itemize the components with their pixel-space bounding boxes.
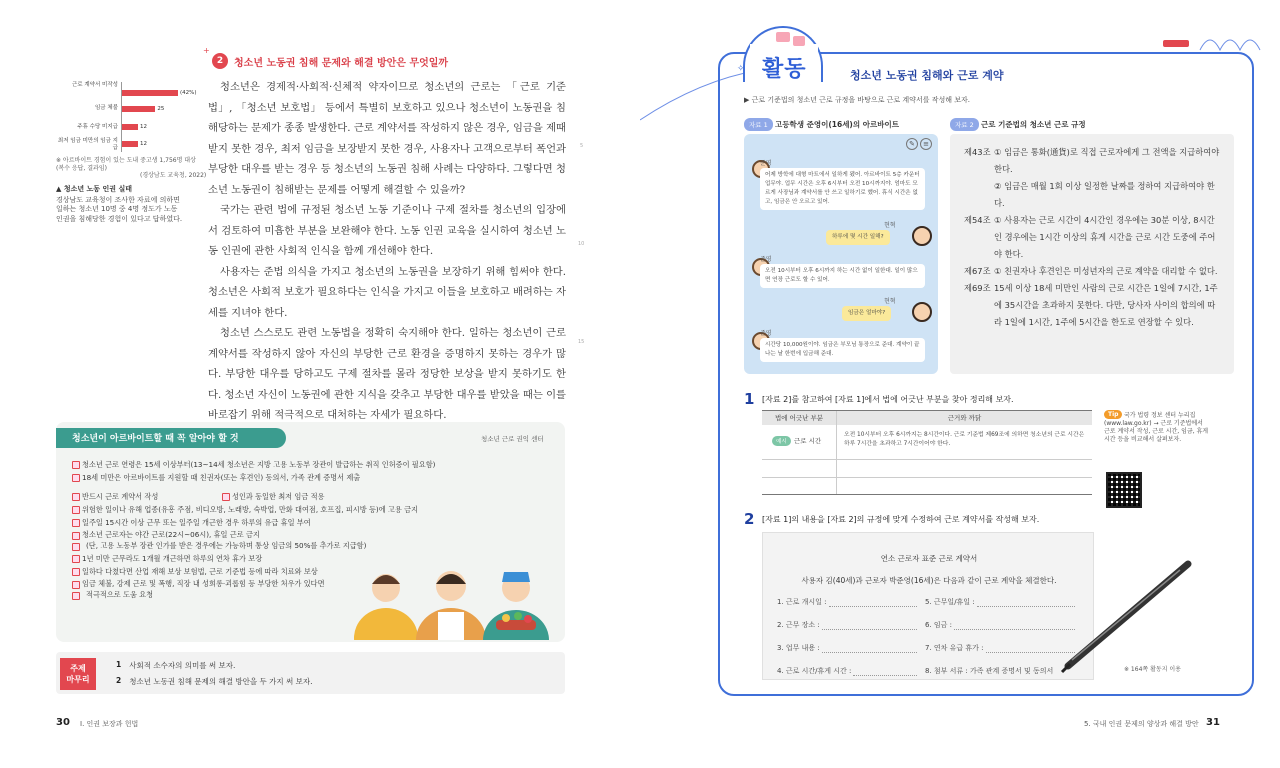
wrap-up-number: 1 [116,660,122,669]
contract-right-column [925,597,1075,676]
example-tag: 예시 [772,436,791,446]
sticker-icon [776,32,790,42]
bar-mark [122,90,178,96]
list-item: 일하다 다쳤다면 산업 재해 보상 보험법, 근로 기준법 등에 따라 치료와 보상 [72,565,552,578]
list-item: 임금 체불, 강제 근로 및 폭행, 직장 내 성희롱·괴롭힘 등 부당한 처우가 있다면 [72,578,332,589]
table-row-line [762,459,1092,460]
law-item [964,280,1222,331]
list-item: 일주일 15시간 이상 근무 또는 일주일 개근한 경우 하루의 유급 휴일 부여 [72,516,552,529]
list-item: 18세 미만은 아르바이트를 지원할 때 친권자(또는 후견인) 동의서, 가족 관계 증명서 제출 [72,471,552,484]
law-item [964,178,1222,212]
source-title: 고등학생 준영이(16세)의 아르바이트 [775,120,899,129]
list-item: 청소년 근로자는 야간 근로(22시~06시), 휴일 근로 금지 [72,529,552,540]
source-tag: 자료 1 [744,118,773,131]
list-item-note: (단, 고용 노동부 장관 인가를 받은 경우에는 가능하며 통상 임금의 50%를 추가로 지급함) [72,540,552,552]
wrap-up-item [116,660,235,671]
activity-title: 청소년 노동권 침해와 근로 계약 [850,69,1004,82]
chart-source: (경상남도 교육청, 2022) [140,172,207,179]
paragraph: 청소년 스스로도 관련 노동법을 정확히 숙지해야 한다. 일하는 청소년이 근로 계약서를 작성하지 않아 자신의 부당한 근로 환경을 증명하지 못하는 경우가 많다. 부당한 대우를 당하고도 구제 절차를 몰라 정당한 보상을 받지 못하기도 한다. 청소년 자신이 노동권에 관한 지식을 갖추고 부당한 대우를 받았을 때는 이를 바로잡기 위해 적극적으로 대처하는 자세가 필요하다. [208,327,566,421]
contract-field-label: 4. 근로 시간/휴게 시간 : [777,667,852,675]
law-text: ① 친권자나 후견인은 미성년자의 근로 계약을 대리할 수 없다. [994,266,1218,276]
wrap-up-label: 주제 마무리 [60,658,96,690]
page-footer: I. 인권 보장과 헌법 [80,720,139,728]
chat-bubble: 임금은 얼마야? [842,306,891,321]
table-header: 법에 어긋난 부분 [762,411,836,425]
answer-table [762,410,1092,494]
law-text: 15세 이상 18세 미만인 사람의 근로 시간은 1일에 7시간, 1주에 35시간을 초과하지 못한다. 다만, 당사자 사이의 합의에 따라 1일에 1시간, 1주에 5시간을 한도로 연장할 수 있다. [994,283,1218,327]
bar-mark [122,124,138,130]
law-item [964,263,1222,280]
bar-label: 주휴 수당 미지급 [77,124,118,130]
chat-panel [744,134,938,374]
contract-field-label: 6. 임금 : [925,621,953,629]
contract-left-column [777,597,917,676]
table-cell: 근로 시간 [794,437,822,445]
contract-field[interactable] [925,643,1075,653]
bar-value: 12 [140,124,147,130]
pen-icon [1058,556,1198,676]
contract-note: ※ 164쪽 활동지 이용 [1124,666,1181,673]
contract-paper [762,532,1094,680]
contract-field-label: 2. 근무 장소 : [777,621,820,629]
info-box-title: 청소년이 아르바이트할 때 꼭 알아야 할 것 [72,434,239,444]
contract-title: 연소 근로자 표준 근로 계약서 [880,554,978,563]
law-item [964,212,1222,263]
paragraph: 국가는 관련 법에 규정된 청소년 노동 기준이나 구제 절차를 청소년의 입장에서 검토하여 미흡한 부분을 보완해야 한다. 노동 인권 교육을 실시하여 청소년 노동 인권에 관한 사회적 인식을 함께 개선해야 한다. [208,204,566,257]
contract-field[interactable] [777,620,917,630]
menu-icon: ≡ [920,138,932,150]
contract-field[interactable] [777,597,917,607]
activity-label: 활동 [762,57,807,82]
question-text: [자료 1]의 내용을 [자료 2]의 규정에 맞게 수정하여 근로 계약서를 작성해 보자. [762,515,1040,524]
contract-field[interactable] [925,597,1075,607]
contract-field-label: 5. 근무일/휴일 : [925,598,975,606]
tip-text: 국가 법령 정보 센터 누리집(www.law.go.kr) → 근로 기준법에서 근로 계약서 작성, 근로 시간, 임금, 휴게 시간 등을 비교해서 살펴보자. [1104,412,1209,444]
table-row-line [762,494,1092,495]
bar-mark [122,141,138,147]
list-item: 성인과 동일한 최저 임금 적용 [222,490,422,503]
info-box-source: 청소년 근로 권익 센터 [481,435,544,443]
page-number: 31 [1206,717,1220,728]
bar-label: 임금 체불 [94,105,118,111]
wrap-up-item [116,676,312,687]
contract-field-label: 3. 업무 내용 : [777,644,820,652]
chat-name: 준영 [760,160,772,167]
table-cell: 오전 10시부터 오후 6시까지는 8시간이다. 근로 기준법 제69조에 의하면 청소년의 근로 시간은 하루 7시간을 초과하고 7시간이어야 한다. [844,432,1085,447]
instruction: ▶ 근로 기준법의 청소년 근로 규정을 바탕으로 근로 계약서를 작성해 보자. [744,96,970,104]
chart-note: ※ 아르바이트 경험이 있는 도내 중고생 1,756명 대상(복수 응답, 결과임) [56,157,196,173]
contract-field-label: 1. 근로 개시일 : [777,598,827,606]
list-item: 위험한 일이나 유해 업종(유흥 주점, 비디오방, 노래방, 숙박업, 만화 대여점, 호프집, 피시방 등)에 고용 금지 [72,503,552,516]
chat-bubble: 하루에 몇 시간 일해? [826,230,890,245]
line-number: 10 [578,241,585,247]
question-number: 2 [744,510,755,528]
body-text [208,77,566,426]
pencil-icon [1163,40,1189,47]
law-number [964,178,994,212]
wrap-up-text: 사회적 소수자의 의미를 써 보자. [129,661,236,670]
workers-illustration [346,558,556,640]
paragraph: 청소년은 경제적·사회적·신체적 약자이므로 청소년의 근로는 「근로 기준법」, 「청소년 보호법」 등에서 특별히 보호하고 있으나 청소년이 노동권을 침해당하는 문제가 종종 발생한다. 근로 계약서를 작성하지 않은 경우, 임금을 제때 받지 못한 경우, 최저 임금을 보장받지 못한 경우, 사용자나 고객으로부터 폭언과 부당한 대우를 받는 경우 등 청소년의 노동권 침해 사례는 다양하다. 그렇다면 청소년 노동권이 침해받는 문제를 어떻게 해결할 수 있을까? [208,81,566,196]
chat-bubble: 시간당 10,000원이야. 임금은 부모님 통장으로 준대. 계약이 끝나는 날 한번에 입금해 준대. [760,338,925,362]
list-item: 1년 미만 근무라도 1개월 개근하면 하루의 연차 휴가 보장 [72,552,552,565]
chat-name: 현혁 [884,298,896,305]
chat-bubble: 어제 방학에 대형 마트에서 일하게 됐어. 아르바이트 5층 카운터 업무야. 업무 시간은 오후 6시부터 오전 10시까지야. 엄마도 모르게 사장님과 계약서를 안 쓰고 일하기로 했어. 휴식 시간은 없고, 임금은 안 오르고 있어. [760,168,925,210]
bar-label: 근로 계약서 미작성 [71,82,118,88]
bar-chart [56,82,196,152]
bar-value: 25 [157,106,165,112]
page-number: 30 [56,717,70,728]
contract-field-label: 8. 첨부 서류 : 가족 관계 증명서 및 동의서 [925,667,1054,675]
table-divider [836,411,837,495]
question-number: 1 [744,390,755,408]
law-panel [950,134,1234,374]
law-number: 제43조 [964,147,991,157]
avatar [912,226,932,246]
law-text: ① 사용자는 근로 시간이 4시간인 경우에는 30분 이상, 8시간인 경우에는 1시간 이상의 휴게 시간을 근로 시간 도중에 주어야 한다. [994,215,1216,259]
bar-label: 최저 임금 미만의 임금 지급 [57,138,118,151]
law-text: ① 임금은 통화(通貨)로 직접 근로자에게 그 전액을 지급하여야 한다. [994,147,1220,174]
law-number: 제67조 [964,266,991,276]
list-item: 반드시 근로 계약서 작성 [72,490,222,503]
section-title: 청소년 노동권 침해 문제와 해결 방안은 무엇일까 [234,58,449,69]
source-tag: 자료 2 [950,118,979,131]
law-number: 제54조 [964,215,991,225]
law-item [964,144,1222,178]
contract-field[interactable] [925,666,1075,676]
sticker-icon [793,36,805,46]
chat-name: 현혁 [884,222,896,229]
wrap-up-number: 2 [116,676,122,685]
paragraph: 사용자는 준법 의식을 가지고 청소년의 노동권을 보장하기 위해 힘써야 한다. 청소년은 사회적 보호가 필요하다는 인식을 가지고 이들을 보호하고 배려하는 자세를 지녀야 한다. [208,265,566,319]
bar-value: 12 [140,141,147,147]
table-row-line [762,477,1092,478]
page-footer: 5. 국내 인권 문제의 양상과 해결 방안 [1084,720,1199,728]
tip-badge: Tip [1104,410,1122,419]
source-title: 근로 기준법의 청소년 근로 규정 [981,120,1086,129]
sparkle-icon: + [203,46,210,55]
chat-bubble: 오전 10시부터 오후 6시까지 하는 시간 없이 일한대. 일이 많으면 연장 근로도 할 수 있어. [760,264,925,288]
line-number: 15 [578,339,585,345]
contract-field[interactable] [925,620,1075,630]
bar-value: (42%) [180,90,197,96]
avatar [912,302,932,322]
bar-mark [122,106,155,112]
edit-icon: ✎ [906,138,918,150]
chart-caption-body: 경상남도 교육청이 조사한 자료에 의하면 일하는 청소년 10명 중 4명 정도가 노동 인권을 침해당한 경험이 있다고 답하였다. [56,196,183,223]
question-text: [자료 2]를 참고하여 [자료 1]에서 법에 어긋난 부분을 찾아 정리해 보자. [762,395,1014,404]
sparkle-icon: ✧ [737,64,745,74]
contract-field[interactable] [777,643,917,653]
contract-field[interactable] [777,666,917,676]
contract-intro: 사용자 김(40세)과 근로자 박준영(16세)은 다음과 같이 근로 계약을 체결한다. [801,576,1057,585]
list-item-note: 적극적으로 도움 요청 [72,589,552,600]
wrap-up-box [56,652,565,694]
qr-code[interactable] [1106,472,1142,508]
table-header: 근거와 까닭 [837,411,1092,425]
law-text: ② 임금은 매월 1회 이상 일정한 날짜를 정하여 지급하여야 한다. [994,181,1215,208]
law-number: 제69조 [964,283,991,293]
wrap-up-text: 청소년 노동권 침해 문제의 해결 방안을 두 가지 써 보자. [129,677,313,686]
chat-name: 준영 [760,330,772,337]
contract-field-label: 7. 연차 유급 휴가 : [925,644,984,652]
section-number: 2 [212,53,228,69]
info-box [56,422,565,642]
chart-caption-title: ▲ 청소년 노동 인권 실태 [56,185,132,193]
chat-name: 준영 [760,256,772,263]
line-number: 5 [580,143,584,149]
list-item: 청소년 근로 연령은 15세 이상부터(13~14세 청소년은 지방 고용 노동부 장관이 발급하는 취직 인허증이 필요함) [72,458,552,471]
